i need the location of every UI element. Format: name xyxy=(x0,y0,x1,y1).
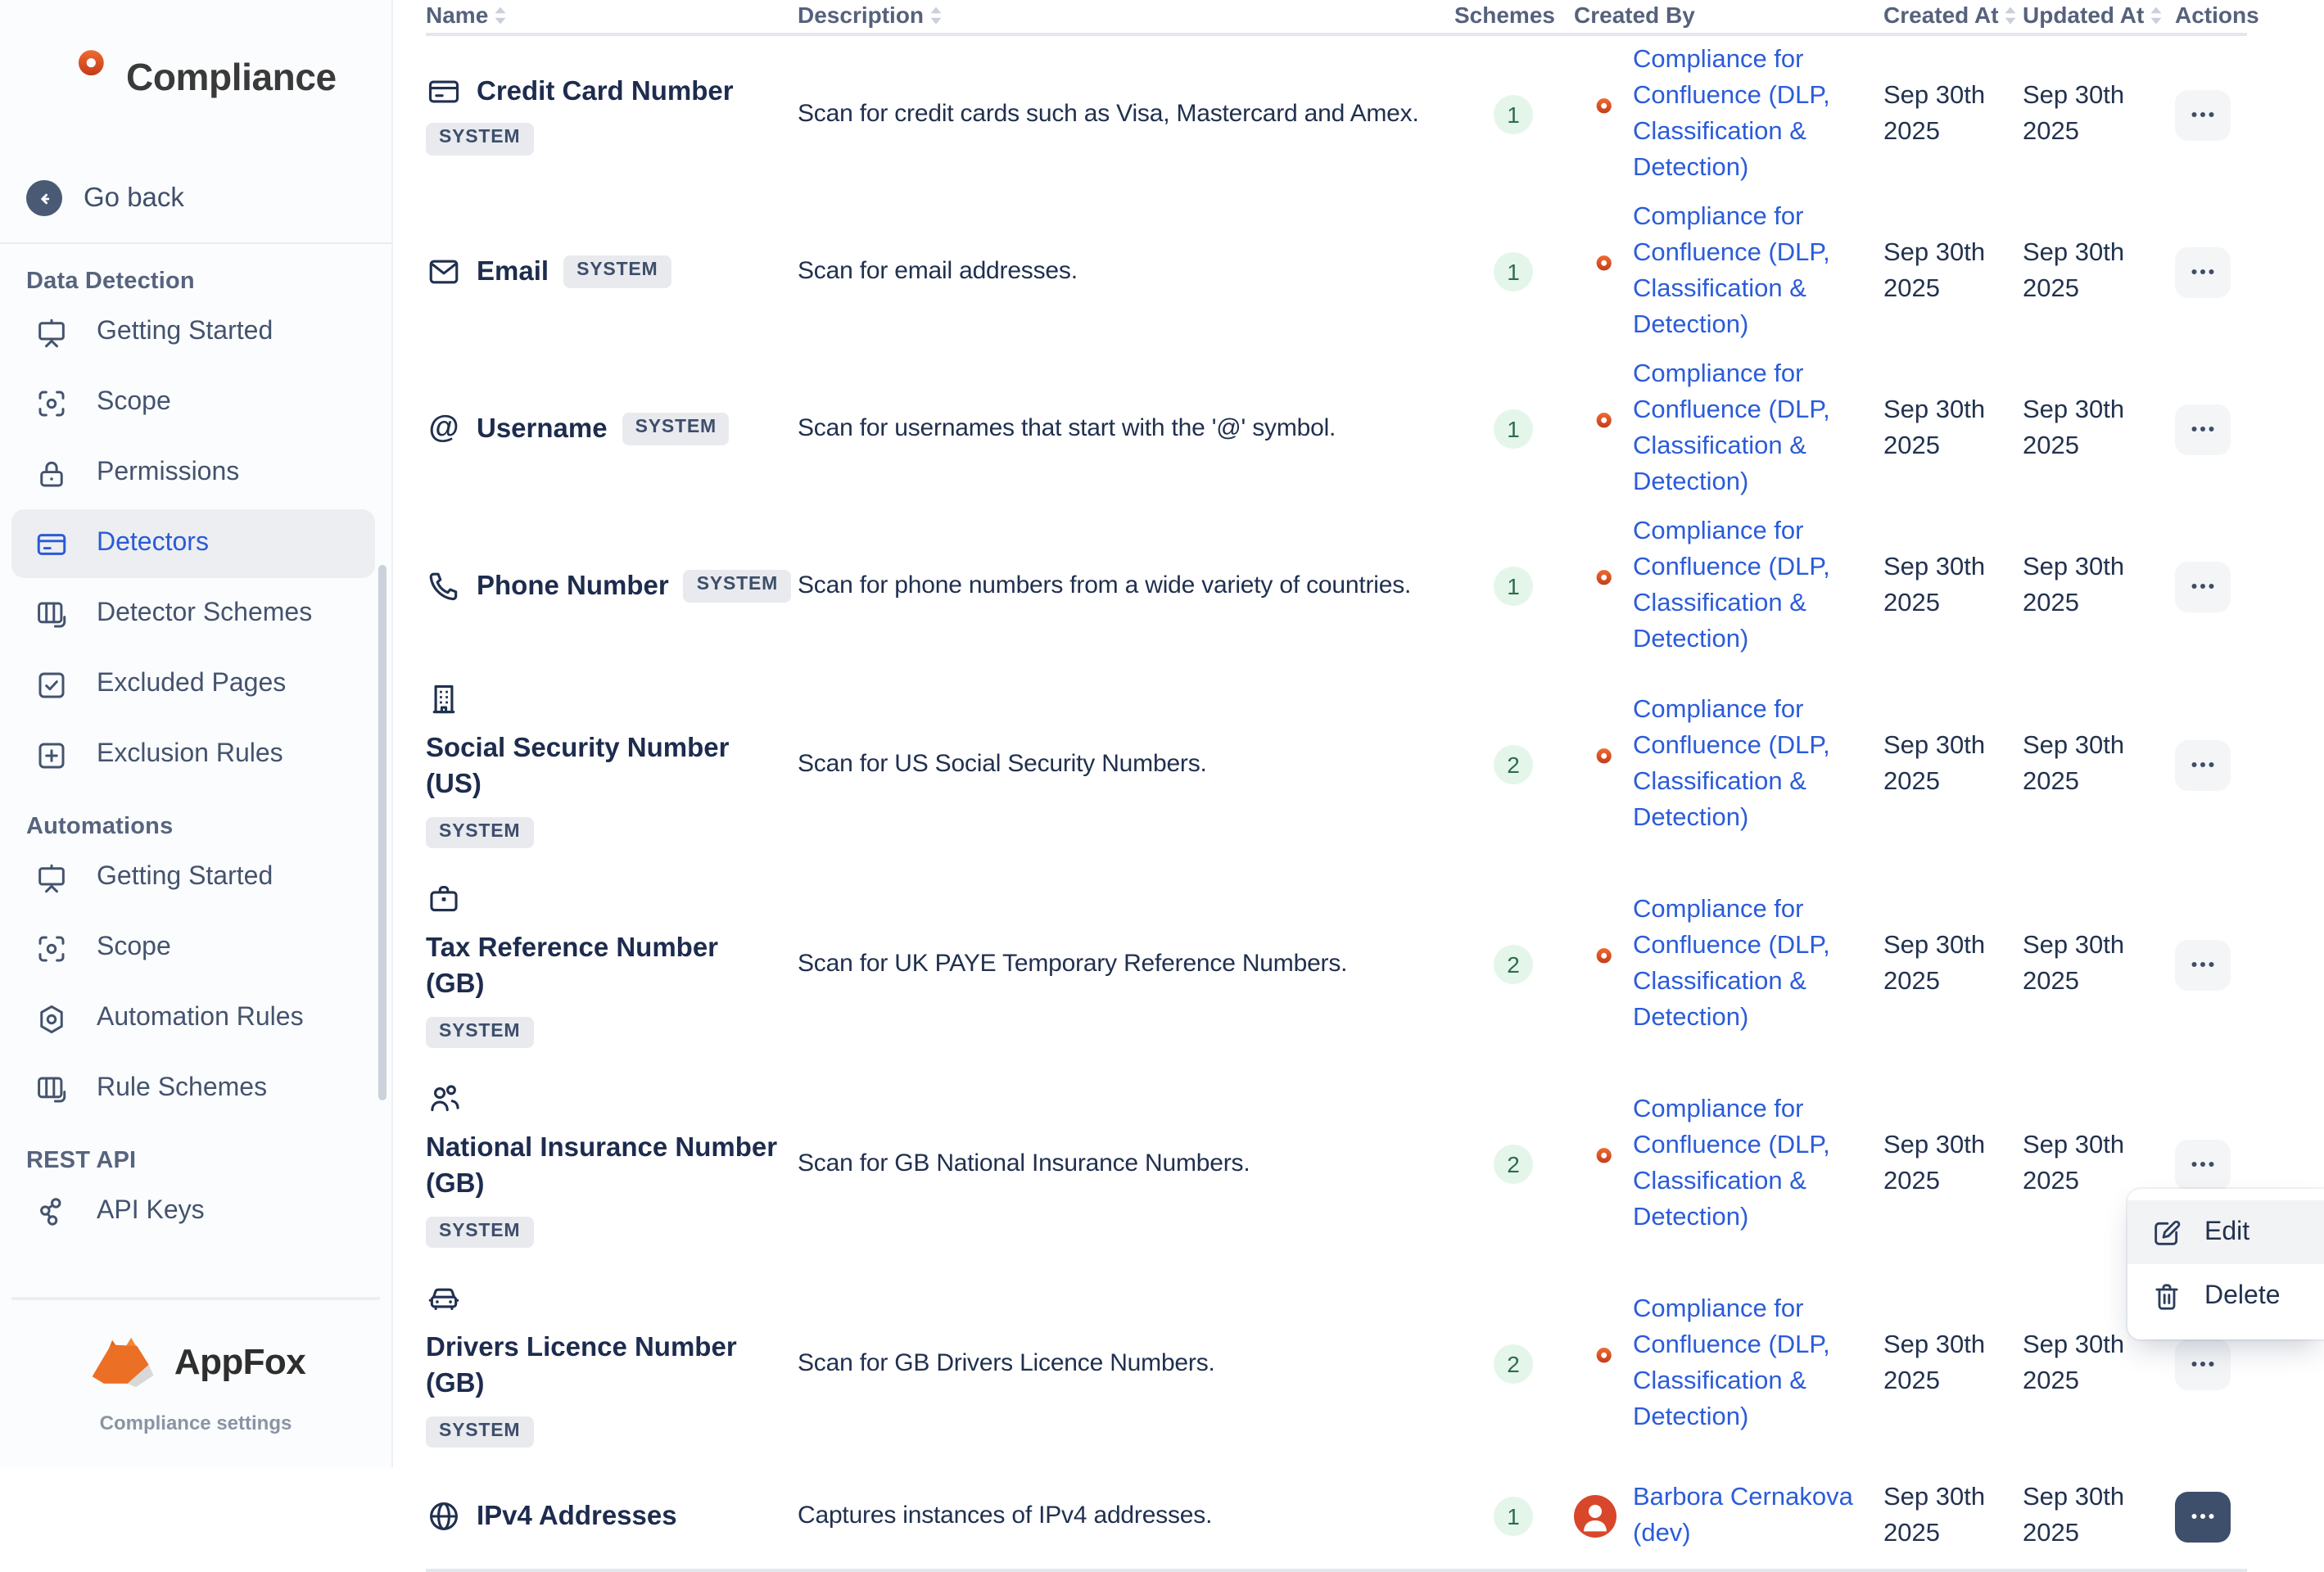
ellipsis-icon xyxy=(2188,414,2218,444)
actions-cell xyxy=(2175,404,2244,454)
column-header-label: Updated At xyxy=(2023,2,2145,28)
key-icon xyxy=(1574,251,1616,293)
context-menu-item-edit[interactable] xyxy=(2127,1200,2324,1264)
at-sign-icon: @ xyxy=(428,410,459,445)
system-badge: SYSTEM xyxy=(426,124,533,156)
created-at: Sep 30th 2025 xyxy=(1883,932,1986,996)
detector-name: Social Security Number (US) xyxy=(426,734,730,800)
created-by-cell xyxy=(1574,1480,1882,1552)
schemes-count-badge: 1 xyxy=(1494,567,1533,606)
row-actions-button[interactable] xyxy=(2175,939,2231,990)
sidebar-item-label: Getting Started xyxy=(97,863,274,891)
schemes-cell xyxy=(1454,95,1572,134)
go-back-button[interactable] xyxy=(26,180,391,216)
key-icon xyxy=(1574,743,1616,786)
column-header-label: Schemes xyxy=(1454,2,1555,28)
ellipsis-icon xyxy=(2188,750,2218,779)
sidebar-item-detector-schemes[interactable] xyxy=(11,580,375,648)
sidebar-item-label: Excluded Pages xyxy=(97,670,287,698)
app-logo xyxy=(0,0,391,111)
sidebar xyxy=(0,0,393,1467)
sidebar-divider xyxy=(0,242,391,244)
detector-name: National Insurance Number (GB) xyxy=(426,1133,778,1199)
ellipsis-icon xyxy=(2188,1349,2218,1379)
detector-name: Tax Reference Number (GB) xyxy=(426,933,719,1000)
detector-name-cell xyxy=(426,395,796,464)
system-badge: SYSTEM xyxy=(563,255,671,287)
sidebar-item-detectors[interactable] xyxy=(11,509,375,578)
section-title: Automations xyxy=(26,814,174,840)
detector-description: Scan for GB National Insurance Numbers. xyxy=(798,1150,1250,1178)
sidebar-item-excluded-pages[interactable] xyxy=(11,650,375,719)
sidebar-item-rule-schemes[interactable] xyxy=(11,1055,375,1123)
table-row xyxy=(426,1464,2247,1569)
row-actions-button[interactable] xyxy=(2175,739,2231,790)
easel-icon xyxy=(34,315,69,350)
ellipsis-icon xyxy=(2188,1502,2218,1531)
sidebar-item-label: Rule Schemes xyxy=(97,1074,268,1102)
sidebar-item-label: Detectors xyxy=(97,529,209,557)
key-icon xyxy=(1574,1143,1616,1186)
column-header-description[interactable] xyxy=(798,0,1453,28)
updated-at: Sep 30th 2025 xyxy=(2023,1132,2125,1196)
actions-cell xyxy=(2175,89,2244,140)
schemes-cell xyxy=(1454,1344,1572,1384)
created-by-cell xyxy=(1574,892,1882,1037)
detector-description: Scan for GB Drivers Licence Numbers. xyxy=(798,1349,1215,1378)
sidebar-item-scope[interactable] xyxy=(11,368,375,437)
created-by-link[interactable]: Compliance for Confluence (DLP, Classification & Detection) xyxy=(1633,360,1830,496)
sidebar-item-api-keys[interactable] xyxy=(11,1177,375,1246)
column-header-label: Created At xyxy=(1883,2,1999,28)
schemes-count-badge: 1 xyxy=(1494,252,1533,291)
row-actions-button[interactable] xyxy=(2175,1139,2231,1190)
key-icon xyxy=(1574,565,1616,608)
actions-cell xyxy=(2175,739,2244,790)
credit-card-icon xyxy=(34,526,69,561)
sort-caret-icon xyxy=(2149,4,2163,25)
created-by-link[interactable]: Barbora Cernakova (dev) xyxy=(1633,1484,1853,1548)
created-by-cell xyxy=(1574,693,1882,837)
context-menu-item-delete[interactable] xyxy=(2127,1264,2324,1328)
column-header-actions xyxy=(2175,0,2259,28)
sidebar-item-exclusion-rules[interactable] xyxy=(11,720,375,789)
section-title: REST API xyxy=(26,1148,137,1174)
system-badge: SYSTEM xyxy=(426,816,533,848)
column-header-label: Actions xyxy=(2175,2,2259,28)
sort-caret-icon xyxy=(929,4,943,25)
system-badge: SYSTEM xyxy=(426,1416,533,1448)
row-actions-button[interactable] xyxy=(2175,89,2231,140)
row-actions-button[interactable] xyxy=(2175,246,2231,297)
briefcase-icon xyxy=(426,881,462,917)
table-row xyxy=(426,865,2247,1064)
footer-caption: Compliance settings xyxy=(99,1412,292,1434)
credit-card-icon xyxy=(426,74,462,110)
trash-icon xyxy=(2150,1280,2183,1312)
key-icon xyxy=(1574,93,1616,136)
row-actions-button[interactable] xyxy=(2175,1491,2231,1542)
schemes-count-badge: 1 xyxy=(1494,1497,1533,1536)
created-by-cell xyxy=(1574,200,1882,344)
updated-at: Sep 30th 2025 xyxy=(2023,932,2125,996)
sidebar-nav xyxy=(0,269,391,1246)
detector-name: Credit Card Number xyxy=(477,77,734,107)
updated-at: Sep 30th 2025 xyxy=(2023,1484,2125,1548)
app-title: Compliance xyxy=(126,55,337,97)
detector-description: Scan for phone numbers from a wide variety of countries. xyxy=(798,571,1412,600)
table-row xyxy=(426,508,2247,665)
detector-name-cell xyxy=(426,1482,796,1552)
created-by-link[interactable]: Compliance for Confluence (DLP, Classification & Detection) xyxy=(1633,1295,1830,1432)
key-icon xyxy=(1574,408,1616,450)
system-badge: SYSTEM xyxy=(426,1216,533,1248)
table-row xyxy=(426,350,2247,508)
created-at: Sep 30th 2025 xyxy=(1883,1331,1986,1396)
sidebar-item-label: Detector Schemes xyxy=(97,599,313,627)
sidebar-scrollbar[interactable] xyxy=(378,565,387,1100)
created-by-link[interactable]: Compliance for Confluence (DLP, Classification & Detection) xyxy=(1633,517,1830,653)
updated-at: Sep 30th 2025 xyxy=(2023,82,2125,146)
fox-icon xyxy=(86,1333,161,1392)
appfox-brand: AppFox xyxy=(174,1341,306,1382)
updated-at: Sep 30th 2025 xyxy=(2023,396,2125,460)
columns-icon xyxy=(34,1072,69,1106)
system-badge: SYSTEM xyxy=(684,570,791,602)
schemes-count-badge: 2 xyxy=(1494,1344,1533,1384)
scope-icon xyxy=(34,931,69,965)
go-back-label: Go back xyxy=(84,183,184,212)
ellipsis-icon xyxy=(2188,1150,2218,1179)
hexagon-target-icon xyxy=(34,1001,69,1036)
actions-cell xyxy=(2175,561,2244,612)
detector-description: Scan for email addresses. xyxy=(798,257,1078,286)
created-by-cell xyxy=(1574,357,1882,501)
column-header-schemes xyxy=(1454,0,1572,28)
context-menu-label: Edit xyxy=(2204,1217,2250,1245)
mail-icon xyxy=(426,254,462,290)
car-icon xyxy=(426,1281,462,1317)
actions-cell xyxy=(2175,1139,2244,1190)
updated-at: Sep 30th 2025 xyxy=(2023,553,2125,617)
schemes-count-badge: 2 xyxy=(1494,945,1533,984)
schemes-cell xyxy=(1454,1145,1572,1184)
detector-name-cell xyxy=(426,552,796,621)
updated-at: Sep 30th 2025 xyxy=(2023,732,2125,797)
sidebar-item-label: Permissions xyxy=(97,458,240,486)
sidebar-item-getting-started[interactable] xyxy=(11,298,375,367)
sidebar-item-automation-rules[interactable] xyxy=(11,984,375,1053)
detector-name: IPv4 Addresses xyxy=(477,1501,677,1531)
column-header-created-by xyxy=(1574,0,1882,28)
created-by-link[interactable]: Compliance for Confluence (DLP, Classification & Detection) xyxy=(1633,1095,1830,1232)
sidebar-item-getting-started[interactable] xyxy=(11,843,375,912)
column-header-label: Description xyxy=(798,2,925,28)
row-actions-button[interactable] xyxy=(2175,404,2231,454)
sidebar-item-label: Scope xyxy=(97,933,171,961)
ellipsis-icon xyxy=(2188,950,2218,979)
detector-name: Email xyxy=(477,256,549,287)
column-header-name[interactable] xyxy=(426,0,796,28)
detector-name: Phone Number xyxy=(477,571,669,601)
created-by-link[interactable]: Compliance for Confluence (DLP, Classification & Detection) xyxy=(1633,203,1830,339)
table-row xyxy=(426,193,2247,350)
plus-square-icon xyxy=(34,738,69,772)
columns-icon xyxy=(34,597,69,631)
sort-caret-icon xyxy=(2004,4,2019,25)
schemes-cell xyxy=(1454,252,1572,291)
detector-name-cell xyxy=(426,1264,796,1464)
phone-icon xyxy=(426,568,462,604)
key-logo-icon xyxy=(43,43,111,111)
schemes-count-badge: 2 xyxy=(1494,745,1533,784)
table-header xyxy=(426,0,2259,36)
key-icon xyxy=(1574,943,1616,986)
avatar xyxy=(1574,1495,1616,1538)
arrow-left-icon xyxy=(26,180,62,216)
created-by-link[interactable]: Compliance for Confluence (DLP, Classification & Detection) xyxy=(1633,696,1830,833)
detector-description: Captures instances of IPv4 addresses. xyxy=(798,1502,1213,1530)
updated-at: Sep 30th 2025 xyxy=(2023,1331,2125,1396)
checkbox-icon xyxy=(34,667,69,702)
row-actions-button[interactable] xyxy=(2175,561,2231,612)
actions-cell xyxy=(2175,1491,2244,1542)
detector-name-cell xyxy=(426,665,796,865)
schemes-count-badge: 2 xyxy=(1494,1145,1533,1184)
scope-icon xyxy=(34,386,69,420)
detector-description: Scan for UK PAYE Temporary Reference Numbers. xyxy=(798,950,1348,978)
created-by-link[interactable]: Compliance for Confluence (DLP, Classification & Detection) xyxy=(1633,46,1830,182)
easel-icon xyxy=(34,861,69,895)
schemes-cell xyxy=(1454,745,1572,784)
detector-name-cell xyxy=(426,237,796,307)
sidebar-item-label: Automation Rules xyxy=(97,1004,304,1032)
actions-cell xyxy=(2175,939,2244,990)
users-icon xyxy=(426,1081,462,1117)
ellipsis-icon xyxy=(2188,100,2218,129)
system-badge: SYSTEM xyxy=(426,1016,533,1048)
created-by-link[interactable]: Compliance for Confluence (DLP, Classification & Detection) xyxy=(1633,896,1830,1032)
actions-cell xyxy=(2175,246,2244,297)
detector-name-cell xyxy=(426,57,796,172)
schemes-cell xyxy=(1454,409,1572,449)
detector-description: Scan for credit cards such as Visa, Mastercard and Amex. xyxy=(798,100,1419,129)
sidebar-item-permissions[interactable] xyxy=(11,439,375,508)
created-at: Sep 30th 2025 xyxy=(1883,396,1986,460)
column-header-updated-at[interactable] xyxy=(2023,0,2173,28)
detector-name-cell xyxy=(426,865,796,1064)
created-by-cell xyxy=(1574,514,1882,658)
sidebar-item-label: Getting Started xyxy=(97,318,274,346)
detector-name-cell xyxy=(426,1064,796,1264)
created-at: Sep 30th 2025 xyxy=(1883,1484,1986,1548)
column-header-created-at[interactable] xyxy=(1883,0,2021,28)
schemes-count-badge: 1 xyxy=(1494,95,1533,134)
ellipsis-icon xyxy=(2188,571,2218,601)
created-at: Sep 30th 2025 xyxy=(1883,239,1986,303)
schemes-count-badge: 1 xyxy=(1494,409,1533,449)
table-row xyxy=(426,1064,2250,1264)
sidebar-item-label: Exclusion Rules xyxy=(97,740,283,768)
ellipsis-icon xyxy=(2188,257,2218,287)
actions-cell xyxy=(2175,1339,2244,1389)
sidebar-item-label: API Keys xyxy=(97,1197,205,1225)
sort-caret-icon xyxy=(493,4,508,25)
appfox-logo xyxy=(86,1333,305,1392)
sidebar-footer xyxy=(11,1297,380,1467)
sidebar-item-label: Scope xyxy=(97,388,171,416)
created-at: Sep 30th 2025 xyxy=(1883,82,1986,146)
context-menu xyxy=(2127,1189,2324,1339)
key-chain-icon xyxy=(34,1195,69,1229)
table-row xyxy=(426,665,2247,865)
main-content xyxy=(393,0,2280,1548)
system-badge: SYSTEM xyxy=(622,413,730,445)
created-at: Sep 30th 2025 xyxy=(1883,1132,1986,1196)
column-header-label: Name xyxy=(426,2,489,28)
detector-name: Drivers Licence Number (GB) xyxy=(426,1333,737,1399)
section-title: Data Detection xyxy=(26,269,195,295)
created-by-cell xyxy=(1574,1092,1882,1236)
table-body xyxy=(426,36,2250,1572)
detector-description: Scan for usernames that start with the '@' symbol. xyxy=(798,414,1336,443)
key-icon xyxy=(1574,1343,1616,1385)
schemes-cell xyxy=(1454,1497,1572,1536)
building-icon xyxy=(426,681,462,717)
column-header-label: Created By xyxy=(1574,2,1695,28)
schemes-cell xyxy=(1454,945,1572,984)
sidebar-item-scope[interactable] xyxy=(11,914,375,982)
detector-description: Scan for US Social Security Numbers. xyxy=(798,750,1207,779)
created-at: Sep 30th 2025 xyxy=(1883,732,1986,797)
context-menu-label: Delete xyxy=(2204,1281,2281,1309)
table-row xyxy=(426,36,2247,193)
schemes-cell xyxy=(1454,567,1572,606)
created-by-cell xyxy=(1574,1292,1882,1436)
row-actions-button[interactable] xyxy=(2175,1339,2231,1389)
detector-name: Username xyxy=(477,413,608,444)
created-by-cell xyxy=(1574,43,1882,187)
edit-icon xyxy=(2150,1216,2183,1249)
globe-icon xyxy=(426,1498,462,1534)
table-row xyxy=(426,1264,2247,1464)
lock-icon xyxy=(34,456,69,490)
updated-at: Sep 30th 2025 xyxy=(2023,239,2125,303)
created-at: Sep 30th 2025 xyxy=(1883,553,1986,617)
